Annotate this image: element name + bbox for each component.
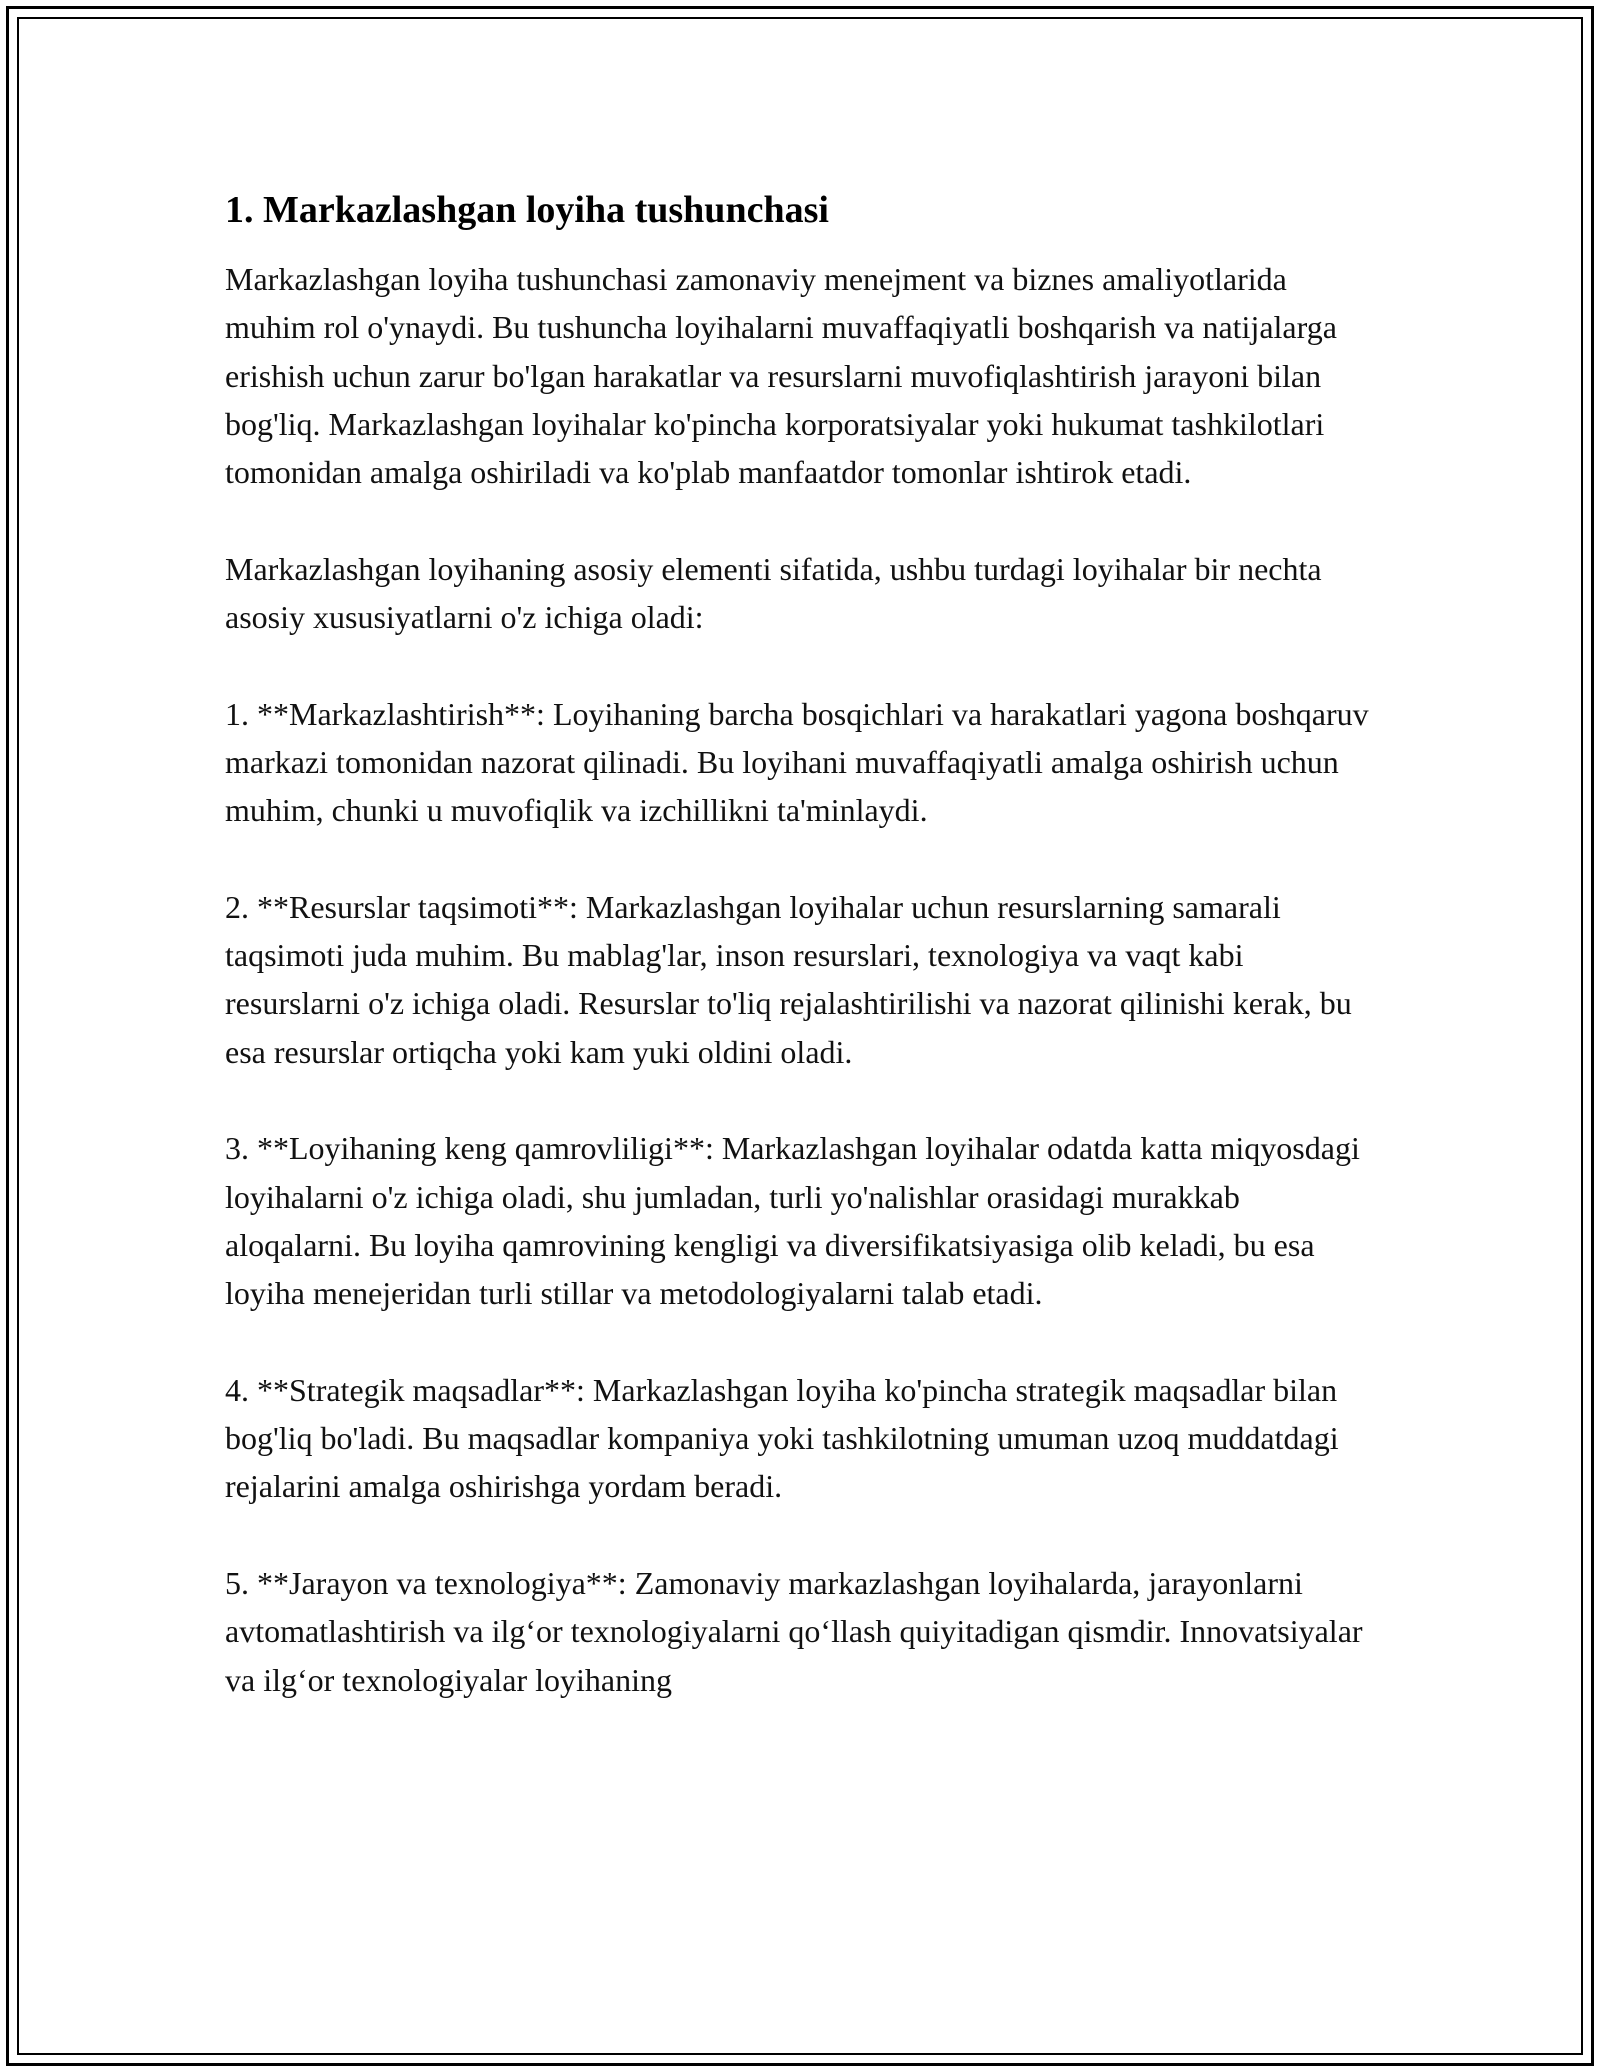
list-item-resource-allocation: 2. **Resurslar taqsimoti**: Markazlashgan loyihalar uchun resurslarning samarali taqsimoti juda muhim. Bu mablag'lar, inson resurslari, texnologiya va vaqt kabi resurslarni o'z ichiga oladi. Resurslar to'liq rejalashtirilishi va nazorat qilinishi kerak, bu esa resurslar ortiqcha yoki kam yuki oldini oladi.	[225, 888, 1352, 1070]
list-item-strategic-goals: 4. **Strategik maqsadlar**: Markazlashgan loyiha ko'pincha strategik maqsadlar bilan bog'liq bo'ladi. Bu maqsadlar kompaniya yoki tashkilotning umuman uzoq muddatdagi rejalarini amalga oshirishga yordam beradi.	[225, 1371, 1339, 1505]
list-item-project-scope: 3. **Loyihaning keng qamrovliligi**: Markazlashgan loyihalar odatda katta miqyosdagi loyihalarni o'z ichiga oladi, shu jumladan, turli yo'nalishlar orasidagi murakkab aloqalarni. Bu loyiha qamrovining kengligi va diversifikatsiyasiga olib keladi, bu esa loyiha menejeridan turli stillar va metodologiyalarni talab etadi.	[225, 1130, 1360, 1312]
list-item-process-technology: 5. **Jarayon va texnologiya**: Zamonaviy markazlashgan loyihalarda, jarayonlarni avtomatlashtirish va ilg‘or texnologiyalarni qo‘llash quiyitadigan qismdir. Innovatsiyalar va ilg‘or texnologiyalar loyihaning	[225, 1565, 1363, 1698]
document-body	[225, 185, 1375, 1704]
elements-intro-paragraph: Markazlashgan loyihaning asosiy elementi sifatida, ushbu turdagi loyihalar bir nechta asosiy xususiyatlarni o'z ichiga oladi:	[225, 550, 1322, 636]
list-item-centralization: 1. **Markazlashtirish**: Loyihaning barcha bosqichlari va harakatlari yagona boshqaruv markazi tomonidan nazorat qilinadi. Bu loyihani muvaffaqiyatli amalga oshirish uchun muhim, chunki u muvofiqlik va izchillikni ta'minlaydi.	[225, 695, 1369, 829]
section-heading: 1. Markazlashgan loyiha tushunchasi	[225, 189, 829, 231]
intro-paragraph: Markazlashgan loyiha tushunchasi zamonaviy menejment va biznes amaliyotlarida muhim rol o'ynaydi. Bu tushuncha loyihalarni muvaffaqiyatli boshqarish va natijalarga erishish uchun zarur bo'lgan harakatlar va resurslarni muvofiqlashtirish jarayoni bilan bog'liq. Markazlashgan loyihalar ko'pincha korporatsiyalar yoki hukumat tashkilotlari tomonidan amalga oshiriladi va ko'plab manfaatdor tomonlar ishtirok etadi.	[225, 261, 1337, 491]
